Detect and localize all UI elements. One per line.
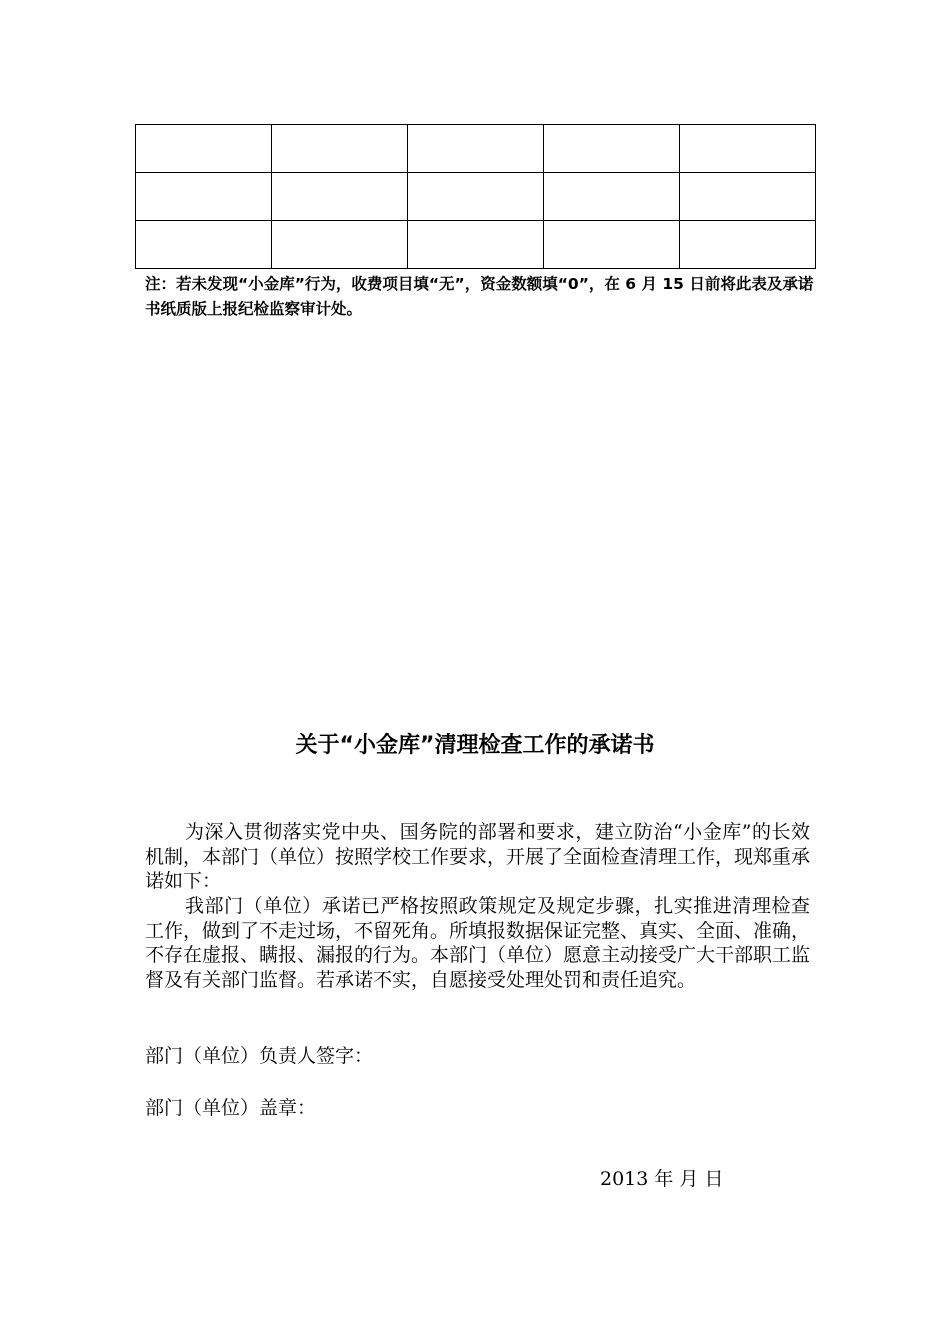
table-cell xyxy=(544,173,680,221)
date-line: 2013 年 月 日 xyxy=(600,1168,724,1190)
seal-label: 部门（单位）盖章： xyxy=(145,1097,317,1119)
table-cell xyxy=(544,221,680,269)
table-row xyxy=(136,125,816,173)
table-cell xyxy=(136,173,272,221)
table-cell xyxy=(272,125,408,173)
document-title: 关于“小金库”清理检查工作的承诺书 xyxy=(295,733,655,758)
paragraph-commitment: 我部门（单位）承诺已严格按照政策规定及规定步骤，扎实推进清理检查工作，做到了不走过场，不留死角。所填报数据保证完整、真实、全面、准确，不存在虚报、瞒报、漏报的行为。本部门（单位）愿意主动接受广大干部职工监督及有关部门监督。若承诺不实，自愿接受处理处罚和责任追究。 xyxy=(145,895,811,991)
table-cell xyxy=(272,173,408,221)
table-cell xyxy=(136,221,272,269)
table-cell xyxy=(408,173,544,221)
table-cell xyxy=(544,125,680,173)
table-cell xyxy=(136,125,272,173)
blank-form-table xyxy=(135,124,816,269)
table-note: 注：若未发现“小金库”行为，收费项目填“无”，资金数额填“0”，在 6 月 15 日前将此表及承诺书纸质版上报纪检监察审计处。 xyxy=(145,275,814,318)
table-cell xyxy=(272,221,408,269)
paragraph-intro: 为深入贯彻落实党中央、国务院的部署和要求，建立防治“小金库”的长效机制，本部门（单位）按照学校工作要求，开展了全面检查清理工作，现郑重承诺如下： xyxy=(145,821,811,892)
table-cell xyxy=(680,173,816,221)
signature-label: 部门（单位）负责人签字： xyxy=(145,1045,374,1067)
table-cell xyxy=(680,221,816,269)
table-cell xyxy=(408,125,544,173)
table-row xyxy=(136,173,816,221)
table-row xyxy=(136,221,816,269)
table-cell xyxy=(680,125,816,173)
table-cell xyxy=(408,221,544,269)
